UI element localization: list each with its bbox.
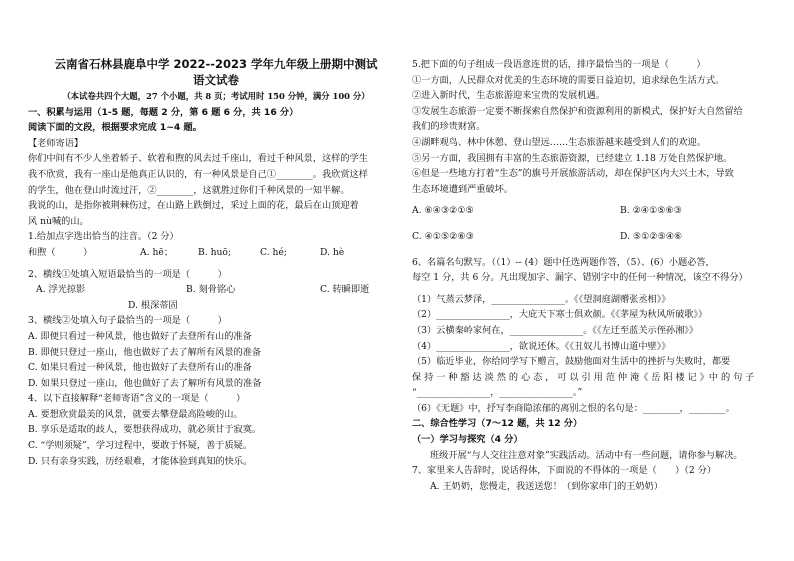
exam-title: 云南省石林县鹿阜中学 2022--2023 学年九年级上册期中测试: [54, 57, 378, 71]
q7-option-a: A. 王奶奶，您慢走，我送送您！（到你家串门的王奶奶）: [430, 480, 663, 492]
question-6: 6、名篇名句默写。（（1）-- (4）题中任选两题作答，（5）、(6）小题必答，: [412, 256, 715, 268]
q3-option-d: D. 如果只登过一座山，他也做好了去了解所有风景的准备: [28, 377, 262, 389]
q6-item: （5）临近毕业，你给同学写下赠言，鼓励他面对生活中的挫折与失败时，都要: [412, 356, 731, 368]
q5-item: 我们的珍贵财富。: [412, 121, 486, 133]
question-4: 4、以下直接解释“老师寄语”含义的一项是（ ）: [28, 393, 246, 405]
exam-note: （本试卷共四个大题，27 个小题，共 8 页；考试用时 150 分钟，满分 100 分）: [62, 91, 370, 101]
q5-item: 生态环境遭到严重破坏。: [412, 183, 514, 195]
section-2-heading: 二、综合性学习（7～12 题，共 12 分）: [412, 418, 583, 430]
q6-item: （1）气蒸云梦泽，________________。《《望洞庭湖赠张丞相》》: [412, 293, 671, 305]
q5-option-c: C. ④①⑤②⑥③: [412, 230, 474, 242]
q4-option-b: B. 享乐是适取的歧人，要想获得成功，就必须甘于寂寞。: [28, 424, 262, 436]
q5-item: ②进入新时代，生态旅游迎来宝贵的发展机遇。: [412, 90, 605, 102]
question-6-instructions: 每空 1 分，共 6 分。凡出现加字、漏字、错别字中的任何一种情况，该空不得分）: [412, 272, 748, 284]
q4-option-a: A. 要想欣赏最美的风景，就要去攀登最高险峻的山。: [28, 408, 243, 420]
q1-option-d: D. hè: [320, 246, 345, 258]
q5-item: ④湖畔观鸟、林中休憩、登山望远……生态旅游越来越受到人们的欢迎。: [412, 136, 706, 148]
question-2-options: [28, 282, 404, 298]
question-3: 3、横线②处填入句子最恰当的一项是（ ）: [28, 315, 227, 327]
passage-line: 我说的山，是指你被荆棘伤过，在山路上跌倒过，采过上面的花，最后在山顶迎着: [28, 200, 359, 212]
q2-option-a: A. 浮光掠影: [36, 284, 86, 296]
q6-item: 保 持 一 种 豁 达 淡 然 的 心 态 ， 可 以 引 用 范 仲 淹《 岳 阳 楼 记 》中 的 句 子: [412, 371, 755, 383]
passage-tag: 【老师寄语】: [28, 137, 84, 149]
question-2: 2、横线①处填入短语最恰当的一项是（ ）: [28, 268, 227, 280]
q6-item: （6）《无题》中，抒写李商隐浓郁的离别之恨的名句是：________，________。: [412, 402, 735, 414]
q3-option-a: A. 即便只看过一种风景，他也做好了去登所有山的准备: [28, 330, 252, 342]
q5-item: ③发展生态旅游一定要不断探索自然保护和资源利用的新模式，保护好大自然留给: [412, 105, 743, 117]
subsection-1-heading: （一）学习与探究（4 分）: [412, 434, 523, 446]
question-1-options: [28, 245, 404, 261]
q5-item: ⑥但是一些地方打着“生态”的旗号开展旅游活动，却在保护区内大兴土木，导致: [412, 168, 734, 180]
q1-option-b: B. huō;: [198, 246, 232, 258]
exam-subtitle: 语文试卷: [193, 73, 239, 87]
q2-option-b: B. 刻骨铭心: [186, 284, 236, 296]
question-5: 5.把下面的句子组成一段语意连贯的话，排序最恰当的一项是（ ）: [412, 59, 706, 70]
q6-item: （4）________________，欲说还休。《《丑奴儿书博山道中壁》》: [412, 340, 671, 352]
q1-option-a: A. hē；: [140, 246, 174, 258]
q3-option-b: B. 即便只登过一座山，他也做好了去了解所有风景的准备: [28, 346, 262, 358]
q5-option-b: B. ②④①⑤⑥③: [620, 205, 683, 217]
q6-item: （2）________________，大庇天下寒士俱欢颜。《《茅屋为秋风所破歌》》: [412, 309, 708, 321]
q2-option-d: D. 根深蒂固: [128, 299, 178, 311]
q5-item: ①一方面，人民群众对优美的生态环境的需要日益迫切，追求绿色生活方式。: [412, 74, 725, 86]
passage-line: 风 nù喊的山。: [28, 215, 89, 227]
section-1-heading: 一、积累与运用（1-5 题，每题 2 分，第 6 题 6 分，共 16 分）: [28, 106, 299, 118]
q1-word: 和煦（ ）: [28, 246, 93, 258]
passage-line: 你们中间有不少人坐着轿子、软着和煦的风去过千座山，看过千种风景，这样的学生: [28, 153, 368, 165]
q4-option-d: D. 只有亲身实践，历经艰难，才能体验到真知的快乐。: [28, 455, 253, 467]
subsection-1-text: 班级开展“与人交往注意对象”实践活动。活动中有一些问题，请你参与解决。: [430, 449, 743, 461]
question-5-options-row1: [412, 203, 774, 219]
question-2-options-row2: [28, 298, 404, 314]
right-column: [412, 57, 774, 494]
left-column: [28, 89, 404, 469]
reading-instruction: 阅读下面的文段，根据要求完成 1~4 题。: [28, 122, 202, 134]
q5-option-a: A. ⑥④③②①⑤: [412, 205, 474, 217]
q2-option-c: C. 转瞬即逝: [320, 284, 370, 296]
passage-line: 的学生，他在登山时流过汗，②________，这就胜过你们千种风景的一知半解。: [28, 184, 350, 196]
question-7: 7、家里来人告辞时，说话得体，下面说的不得体的一项是（ ）（2 分）: [412, 465, 717, 477]
q5-option-d: D. ⑤①②⑤④⑥: [620, 230, 683, 242]
question-5-options-row2: [412, 229, 774, 245]
q3-option-c: C. 如果只看过一种风景，他也做好了去登所有山的准备: [28, 362, 252, 374]
q1-option-c: C. hé;: [260, 246, 287, 258]
passage-line: 我不欣赏，我有一座山是他真正认识的，有一种风景是自己①________。我欣赏这样: [28, 168, 368, 180]
q4-option-c: C. “学则须疑”，学习过程中，要敢于怀疑，善于质疑。: [28, 440, 253, 452]
q6-item: （3）云横秦岭家何在，________________。《《左迁至蓝关示侄孙湘》》: [412, 324, 699, 336]
question-1: 1.给加点字选出恰当的注音。（2 分）: [28, 231, 179, 243]
q6-item: “________________，________________。”: [412, 387, 583, 399]
q5-item: ⑤另一方面，我国拥有丰富的生态旅游资源，已经建立 1.18 万处自然保护地。: [412, 152, 733, 164]
